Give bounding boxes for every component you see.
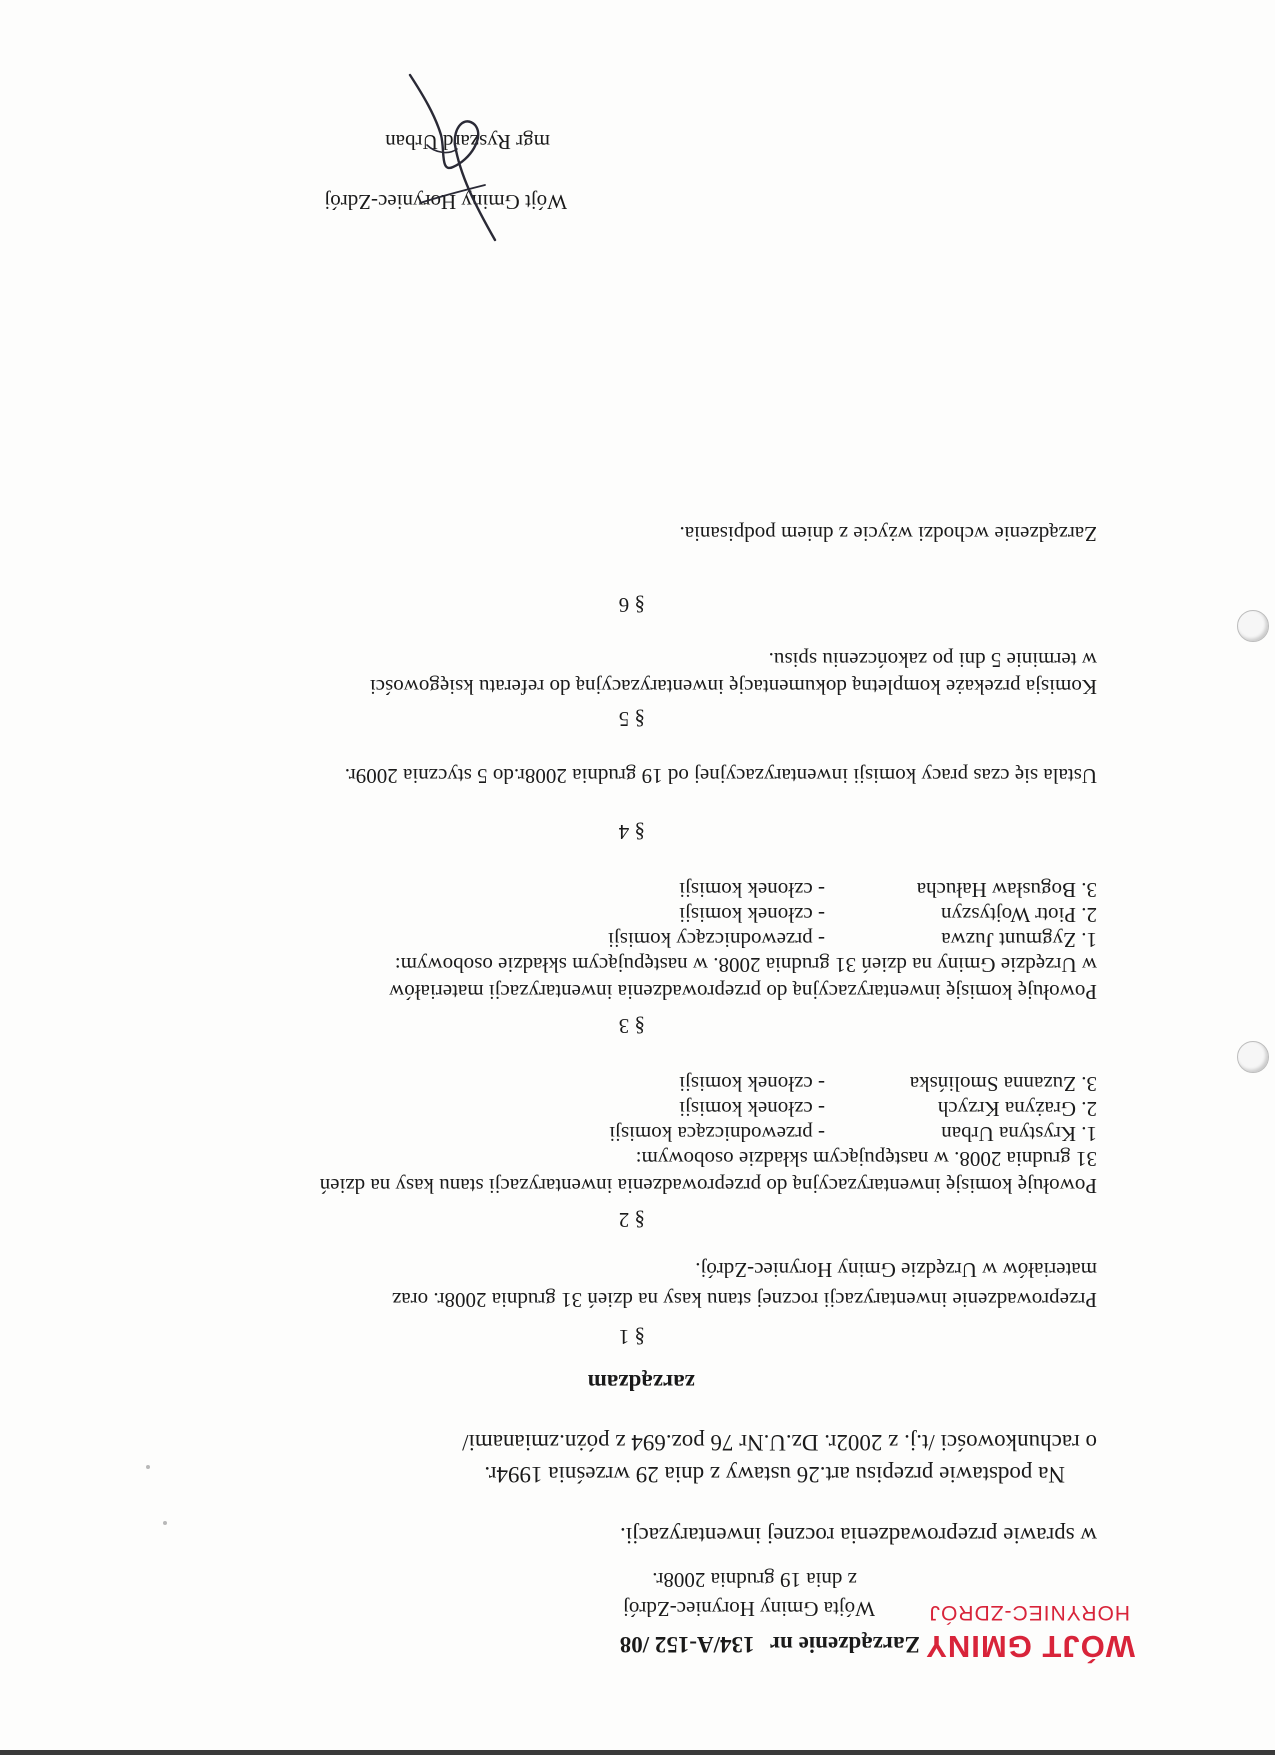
section-4-heading: § 4 <box>618 820 645 844</box>
subject: w sprawie przeprowadzenia rocznej inwentaryzacji. <box>619 1523 1097 1548</box>
section-2-member-3-role: - członek komisji <box>679 1072 825 1096</box>
section-3-member-1-name: 1. Zygmunt Juzwa <box>941 928 1097 952</box>
decree-word: zarządzam <box>587 1370 695 1395</box>
section-3-member-3-name: 3. Bogusław Hałucha <box>916 878 1097 902</box>
section-6-heading: § 6 <box>618 593 645 617</box>
section-2-member-2-role: - członek komisji <box>679 1097 825 1121</box>
scanner-edge <box>0 1750 1275 1755</box>
basis-line-1: Na podstawie przepisu art.26 ustawy z dnia 29 września 1994r. <box>484 1462 1065 1487</box>
section-1-line-2: materiałów w Urzędzie Gminy Horyniec-Zdrój. <box>695 1258 1097 1282</box>
punch-hole-lower <box>1237 1041 1269 1073</box>
header-line-2: Wójta Gminy Horyniec-Zdrój <box>623 1597 875 1621</box>
stamp-line-2: HORYNIEC-ZDRÓJ <box>928 1601 1130 1624</box>
section-5-line-2: w terminie 5 dni po zakończeniu spisu. <box>768 648 1097 672</box>
section-3-line-1: Powołuję komisję inwentaryzacyjną do przeprowadzenia inwentaryzacji materiałów <box>389 980 1097 1004</box>
signature-name: mgr Ryszard Urban <box>385 130 550 154</box>
section-2-member-2-name: 2. Grażyna Krzych <box>937 1097 1097 1121</box>
section-5-heading: § 5 <box>618 707 645 731</box>
title-prefix: Zarządzenie nr <box>770 1632 920 1657</box>
title-number: 134/A-152 /08 <box>619 1632 755 1657</box>
section-2-member-1-role: - przewodnicząca komisji <box>609 1122 825 1146</box>
section-2-line-1: Powołuję komisję inwentaryzacyjną do przeprowadzenia inwentaryzacji stanu kasy na dzień <box>319 1174 1097 1198</box>
section-1-heading: § 1 <box>618 1325 645 1349</box>
handwritten-signature <box>385 70 515 245</box>
basis-line-2: o rachunkowości /t.j. z 2002r. Dz.U.Nr 76 poz.694 z póżn.zmianami/ <box>462 1430 1097 1455</box>
section-2-member-1-name: 1. Krystyna Urban <box>941 1122 1097 1146</box>
section-6-line-1: Zarządzenie wchodzi wżycie z dniem podpisania. <box>679 522 1097 546</box>
section-2-member-3-name: 3. Zuzanna Smolińska <box>909 1072 1097 1096</box>
section-1-line-1: Przeprowadzenie inwentaryzacji rocznej stanu kasy na dzień 31 grudnia 2008r. oraz <box>392 1288 1097 1312</box>
title <box>620 1631 920 1657</box>
section-3-member-2-role: - członek komisji <box>679 903 825 927</box>
section-3-member-3-role: - członek komisji <box>679 878 825 902</box>
section-5-line-1: Komisja przekaże kompletną dokumentację inwentaryzacyjną do referatu księgowości <box>369 675 1097 699</box>
stamp-line-1: WÓJT GMINY <box>925 1629 1135 1664</box>
section-3-member-2-name: 2. Piotr Wojtyszyn <box>940 903 1097 927</box>
section-2-heading: § 2 <box>618 1208 645 1232</box>
punch-hole-upper <box>1237 610 1269 642</box>
section-2-line-2: 31 grudnia 2008. w następującym składzie osobowym: <box>635 1147 1097 1171</box>
section-4-line-1: Ustala się czas pracy komisji inwentaryzacyjnej od 19 grudnia 2008r.do 5 stycznia 2009r. <box>344 764 1097 788</box>
signature-title: Wójt Gminy Horyniec-Zdrój <box>324 190 567 214</box>
scan-speck <box>146 1465 150 1469</box>
section-3-member-1-role: - przewodniczący komisji <box>608 928 825 952</box>
header-line-3: z dnia 19 grudnia 2008r. <box>652 1568 857 1592</box>
section-3-heading: § 3 <box>618 1014 645 1038</box>
section-3-line-2: w Urzędzie Gminy na dzień 31 grudnia 2008. w następującym składzie osobowym: <box>394 953 1097 977</box>
scan-speck <box>163 1521 167 1525</box>
